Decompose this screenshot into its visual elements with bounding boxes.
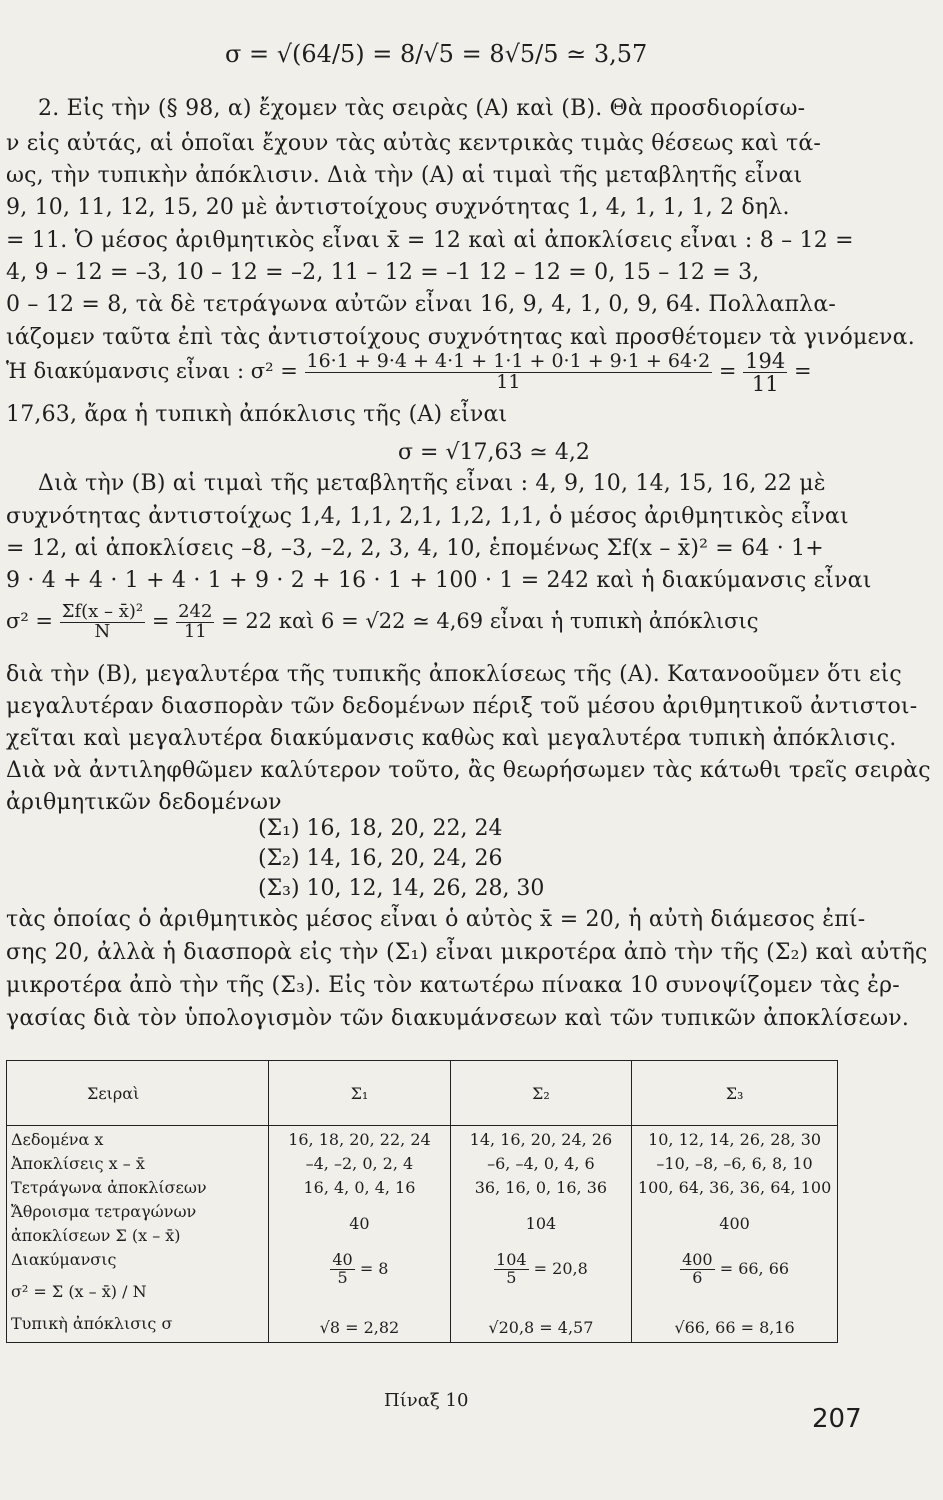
header-s1: Σ₁	[269, 1061, 450, 1126]
variance-a-prefix: Ἡ διακύμανσις εἶναι : σ² =	[6, 359, 298, 384]
paragraph-line: Διὰ τὴν (Β) αἱ τιμαὶ τῆς μεταβλητῆς εἶναι : 4, 9, 10, 14, 15, 16, 22 μὲ	[38, 471, 826, 496]
s2-sum: 104	[525, 1214, 557, 1233]
label-sd: Τυπικὴ ἀπόκλισις σ	[11, 1314, 173, 1333]
sigma-a: σ = √17,63 ≃ 4,2	[398, 440, 590, 465]
paragraph-line: γασίας διὰ τὸν ὑπολογισμὸν τῶν διακυμάνσεων καὶ τῶν τυπικῶν ἀποκλίσεων.	[6, 1006, 910, 1031]
paragraph-line: μεγαλυτέραν διασπορὰν τῶν δεδομένων πέριξ τοῦ μέσου ἀριθμητικοῦ ἀντιστοι-	[6, 694, 918, 719]
paragraph-line: 17,63, ἄρα ἡ τυπικὴ ἀπόκλισις τῆς (Α) εἶναι	[6, 402, 508, 427]
series-s3: (Σ₃) 10, 12, 14, 26, 28, 30	[258, 876, 545, 901]
label-deviations: Ἀποκλίσεις x – x̄	[11, 1154, 145, 1173]
paragraph-line: 9, 10, 11, 12, 15, 20 μὲ ἀντιστοίχους συχνότητας 1, 4, 1, 1, 1, 2 δηλ.	[6, 195, 790, 220]
variance-b-num2: 242	[178, 601, 213, 622]
paragraph-line: μικροτέρα ἀπὸ τὴν τῆς (Σ₃). Εἰς τὸν κατωτέρω πίνακα 10 συνοψίζομεν τὰς ἐρ-	[6, 973, 900, 998]
s1-sd: √8 = 2,82	[319, 1318, 400, 1337]
header-series: Σειραὶ	[7, 1061, 269, 1126]
s3-sd: √66, 66 = 8,16	[674, 1318, 795, 1337]
label-squares: Τετράγωνα ἀποκλίσεων	[11, 1178, 207, 1197]
page-number: 207	[812, 1404, 862, 1434]
variance-a-numerator: 16·1 + 9·4 + 4·1 + 1·1 + 0·1 + 9·1 + 64·2	[306, 350, 711, 373]
paragraph-line: 9 · 4 + 4 · 1 + 4 · 1 + 9 · 2 + 16 · 1 + 100 · 1 = 242 καὶ ἡ διακύμανσις εἶναι	[6, 568, 872, 593]
paragraph-line: διὰ τὴν (Β), μεγαλυτέρα τῆς τυπικῆς ἀποκλίσεως τῆς (Α). Κατανοοῦμεν ὅτι εἰς	[6, 662, 902, 687]
variance-b-formula	[6, 603, 758, 642]
s2-variance	[455, 1248, 627, 1316]
s2-dev: –6, –4, 0, 4, 6	[487, 1154, 595, 1173]
variance-b-fraction	[60, 603, 145, 642]
s1-dev: –4, –2, 0, 2, 4	[305, 1154, 414, 1173]
series-s1: (Σ₁) 16, 18, 20, 22, 24	[258, 816, 503, 841]
s2-var-den: 5	[506, 1267, 517, 1287]
label-variance-formula: σ² = Σ (x – x̄) / N	[11, 1282, 147, 1301]
variance-b-eq1: =	[151, 608, 170, 633]
paragraph-line: = 12, αἱ ἀποκλίσεις –8, –3, –2, 2, 3, 4, 10, ἑπομένως Σf(x – x̄)² = 64 · 1+	[6, 536, 824, 561]
s3-sum: 400	[719, 1214, 750, 1233]
paragraph-line: 0 – 12 = 8, τὰ δὲ τετράγωνα αὐτῶν εἶναι 16, 9, 4, 1, 0, 9, 64. Πολλαπλα-	[6, 292, 837, 317]
variance-b-den1: N	[94, 620, 111, 642]
s1-data: 16, 18, 20, 22, 24	[288, 1130, 431, 1149]
s2-sd: √20,8 = 4,57	[488, 1318, 594, 1337]
header-s3: Σ₃	[632, 1061, 838, 1126]
s1-var-frac	[330, 1252, 354, 1287]
s3-dev: –10, –8, –6, 6, 8, 10	[656, 1154, 813, 1173]
table-10	[6, 1060, 838, 1343]
s3-variance	[636, 1248, 833, 1316]
variance-a-result-den: 11	[751, 372, 779, 397]
paragraph-line: ἀριθμητικῶν δεδομένων	[6, 790, 282, 815]
paragraph-line: Διὰ νὰ ἀντιληφθῶμεν καλύτερον τοῦτο, ἂς θεωρήσωμεν τὰς κάτωθι τρεῖς σειρὰς	[6, 758, 931, 783]
variance-b-prefix: σ² =	[6, 608, 54, 633]
variance-a-eq: =	[718, 359, 737, 384]
row-labels	[7, 1126, 269, 1343]
s1-sq: 16, 4, 0, 4, 16	[303, 1178, 416, 1197]
s3-var-num: 400	[682, 1250, 713, 1269]
variance-a-result	[743, 350, 787, 395]
paragraph-line: 2. Εἰς τὴν (§ 98, α) ἔχομεν τὰς σειρὰς (Α) καὶ (Β). Θὰ προσδιορίσω-	[38, 96, 806, 121]
paragraph-line: ιάζομεν ταῦτα ἐπὶ τὰς ἀντιστοίχους συχνότητας καὶ προσθέτομεν τὰ γινόμενα.	[6, 325, 915, 350]
paragraph-line: τὰς ὁποίας ὁ ἀριθμητικὸς μέσος εἶναι ὁ αὐτὸς x̄ = 20, ἡ αὐτὴ διάμεσος ἐπί-	[6, 907, 866, 932]
header-s2: Σ₂	[450, 1061, 631, 1126]
paragraph-line: συχνότητας ἀντιστοίχως 1,4, 1,1, 2,1, 1,2, 1,1, ὁ μέσος ἀριθμητικὸς εἶναι	[6, 504, 849, 529]
paragraph-line: = 11. Ὁ μέσος ἀριθμητικὸς εἶναι x̄ = 12 καὶ αἱ ἀποκλίσεις εἶναι : 8 – 12 =	[6, 228, 854, 253]
s1-var-res: = 8	[359, 1258, 389, 1278]
s2-data: 14, 16, 20, 24, 26	[469, 1130, 613, 1149]
label-sum: Ἄθροισμα τετραγώνων	[11, 1202, 197, 1221]
s3-var-res: = 66, 66	[719, 1258, 790, 1278]
variance-a-formula	[6, 350, 812, 395]
s1-var-num: 40	[332, 1250, 353, 1269]
s3-var-frac	[680, 1252, 715, 1287]
variance-b-num1: Σf(x – x̄)²	[61, 601, 144, 622]
paragraph-line: χεῖται καὶ μεγαλυτέρα διακύμανσις καθὼς καὶ μεγαλυτέρα τυπικὴ ἀπόκλισις.	[6, 726, 897, 751]
s1-sum: 40	[349, 1214, 370, 1233]
variance-b-rest: = 22 καὶ 6 = √22 ≃ 4,69 εἶναι ἡ τυπικὴ ἀπόκλισις	[221, 608, 759, 633]
table-body-row	[7, 1126, 838, 1343]
table-header-row	[7, 1061, 838, 1126]
paragraph-line: ως, τὴν τυπικὴν ἀπόκλισιν. Διὰ τὴν (Α) αἱ τιμαὶ τῆς μεταβλητῆς εἶναι	[6, 163, 803, 188]
series-s2: (Σ₂) 14, 16, 20, 24, 26	[258, 846, 503, 871]
variance-a-fraction	[305, 352, 713, 393]
col-s1	[269, 1126, 450, 1343]
variance-a-tail: =	[793, 359, 812, 384]
s2-var-num: 104	[496, 1250, 527, 1269]
variance-a-result-num: 194	[745, 349, 786, 373]
paragraph-line: ν εἰς αὐτάς, αἱ ὁποῖαι ἔχουν τὰς αὐτὰς κεντρικὰς τιμὰς θέσεως καὶ τά-	[6, 131, 822, 156]
col-s2	[450, 1126, 631, 1343]
s1-variance	[273, 1248, 445, 1316]
col-s3	[632, 1126, 838, 1343]
s3-var-den: 6	[692, 1267, 703, 1287]
top-formula: σ = √(64/5) = 8/√5 = 8√5/5 ≃ 3,57	[225, 40, 648, 68]
s3-sq: 100, 64, 36, 36, 64, 100	[637, 1178, 832, 1197]
paragraph-line: 4, 9 – 12 = –3, 10 – 12 = –2, 11 – 12 = –1 12 – 12 = 0, 15 – 12 = 3,	[6, 260, 760, 285]
s2-sq: 36, 16, 0, 16, 36	[474, 1178, 608, 1197]
table-caption: Πίναξ 10	[384, 1390, 469, 1411]
label-variance: Διακύμανσις	[11, 1250, 117, 1269]
s1-var-den: 5	[337, 1267, 348, 1287]
paragraph-line: σης 20, ἀλλὰ ἡ διασπορὰ εἰς τὴν (Σ₁) εἶναι μικροτέρα ἀπὸ τὴν τῆς (Σ₂) καὶ αὐτῆς	[6, 940, 928, 965]
variance-b-fraction2	[176, 603, 214, 642]
label-data: Δεδομένα x	[11, 1130, 104, 1149]
s2-var-res: = 20,8	[533, 1258, 588, 1278]
variance-a-denominator: 11	[496, 371, 521, 394]
label-sum-cont: ἀποκλίσεων Σ (x – x̄)	[11, 1226, 181, 1245]
variance-b-den2: 11	[183, 620, 207, 642]
s3-data: 10, 12, 14, 26, 28, 30	[648, 1130, 822, 1149]
s2-var-frac	[494, 1252, 529, 1287]
